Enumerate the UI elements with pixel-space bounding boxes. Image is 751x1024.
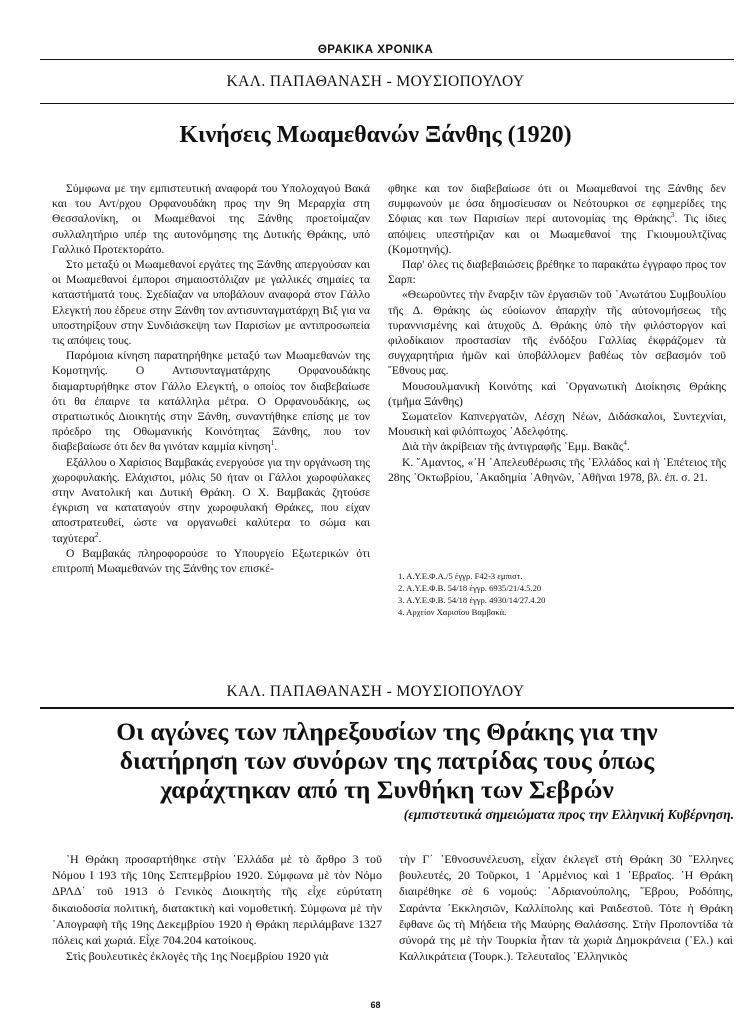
article2-subtitle: (εμπιστευτικά σημειώματα προς την Ελληνική Κυβέρνηση. (403, 807, 734, 822)
paragraph: φθηκε και τον διαβεβαίωσε ότι οι Μωαμεθανοί της Ξάνθης δεν συμφωνούν με όσα δημοσίευσαν οι Νεότουρκοι σε εφημερίδες της Σόφιας και των Παρισίων περί αυτονομίας της Θράκης$^3$. Τις ίδιες απόψεις υπεστήριζαν και οι Μωαμεθανοί της Γκιουμουλτζίνας (Κομοτηνής). (388, 182, 726, 256)
paragraph: Ο Βαμβακάς πληροφορούσε το Υπουργείο Εξωτερικών ότι επιτροπή Μωαμεθανών της Ξάνθης τον επισκέ- (52, 546, 370, 576)
article2-title (40, 717, 734, 804)
footnote: 1. Α.Υ.Ε.Φ.Α./5 έγγρ. F42-3 εμπιστ. (398, 571, 523, 581)
article2-title-line: Οι αγώνες των πληρεξουσίων της Θράκης για την (116, 717, 658, 746)
article1-footnotes (398, 570, 718, 618)
article2-author-rule (40, 707, 734, 709)
article2-author: ΚΑΛ. ΠΑΠΑΘΑΝΑΣΗ - ΜΟΥΣΙΟΠΟΥΛΟΥ (226, 683, 525, 700)
article2-title-line: χαράχτηκαν από τη Συνθήκη των Σεβρών (160, 775, 614, 804)
article1-author: ΚΑΛ. ΠΑΠΑΘΑΝΑΣΗ - ΜΟΥΣΙΟΠΟΥΛΟΥ (226, 73, 525, 90)
quote-paragraph: Μουσουλμανικὴ Κοινότης καὶ ᾿Οργανωτικὴ Διοίκησις Θράκης (τμῆμα Ξάνθης) (388, 379, 726, 408)
footnote: 3. Α.Υ.Ε.Φ.Β. 54/18 έγγρ. 4930/14/27.4.20 (398, 595, 546, 605)
article1-title: Κινήσεις Μωαμεθανών Ξάνθης (1920) (179, 122, 572, 148)
footnote: 4. Αρχείον Χαρισίου Βαμβακά. (398, 607, 507, 617)
quote-paragraph: Σωματεῖον Καπνεργατῶν, Λέσχη Νέων, Διδάσκαλοι, Συντεχνίαι, Μουσικὴ καὶ φιλόπτωχος ᾿Αδελφότης. (388, 410, 726, 439)
paragraph: Εξάλλου ο Χαρίσιος Βαμβακάς ενεργούσε για την οργάνωση της χωροφυλακής. Ελάχιστοι, μόλις 50 ήταν οι Γάλλοι χωροφύλακες στην Ανατολική και Δυτική Θράκη. Ο Χ. Βαμβακάς ζητούσε έγκριση να καταταγούν στην χωροφυλακή Θράκες, που είχαν αποστρατευθεί, ώστε να οργανωθεί καλύτερα το σώμα και ταχύτερα$^2$. (52, 455, 370, 545)
paragraph: ᾿Η Θράκη προσαρτήθηκε στὴν ᾿Ελλάδα μὲ τὸ ἄρθρο 3 τοῦ Νόμου Ι 193 τῆς 10ης Σεπτεμβρίου 1920. Σύμφωνα μὲ τὸν Νόμο ΔΡΛΔ΄ τοῦ 1913 ὁ Γενικὸς Διοικητὴς τῆς εἶχε εὐρύτατη δικαιοδοσία πολιτική, διατακτικὴ καὶ νομοθετική. Σύμφωνα μὲ τὴν ᾿Απογραφὴ τῆς 19ης Δεκεμβρίου 1920 ἡ Θράκη περιλάμβανε 1327 πόλεις καὶ χωριά. Εἶχε 704.204 κατοίκους. (52, 852, 382, 948)
page-number: 68 (370, 1000, 381, 1010)
footnote-ref: 1 (270, 439, 275, 448)
paragraph: Στὶς βουλευτικὲς ἐκλογὲς τῆς 1ης Νοεμβρίου 1920 γιὰ (66, 949, 329, 964)
quote-paragraph: «Θεωροῦντες τὴν ἔναρξιν τῶν ἐργασιῶν τοῦ ᾿Ανωτάτου Συμβουλίου τῆς Δ. Θράκης ὡς εὐοίωνον ἀπαρχὴν τῆς αὐτονομήσεως τῆς τυραννισμένης καὶ ἀτυχοῦς Δ. Θράκης ὑπὸ τὴν φιλόστοργον καὶ φιλοδίκαιον προστασίαν τῆς ἐνδόξου Γαλλίας ἐκφράζομεν τὰ συγχαρητήρια ἡμῶν καὶ ὑποβάλλομεν βαθέως τὸν σεβασμόν τοῦ ῎Εθνους μας. (388, 288, 726, 378)
running-head: ΘΡΑΚΙΚΑ ΧΡΟΝΙΚΑ (317, 44, 434, 56)
paragraph: τὴν Γ΄ ᾿Εθνοσυνέλευση, εἶχαν ἐκλεγεῖ στὴ Θράκη 30 ῞Ελληνες βουλευτές, 20 Τοῦρκοι, 1 ᾿Αρμένιος καὶ 1 ᾿Εβραῖος. ᾿Η Θράκη διαιρέθηκε σὲ 6 νομούς: ᾿Αδριανούπολης, ῞Εβρου, Ροδόπης, Σαράντα ᾿Εκκλησιῶν, Καλλίπολης καὶ Ραιδεστοῦ. Τότε ἡ Θράκη ἔφθανε ὥς τὴ Μήδεια τῆς Μαύρης Θαλάσσης. Στὴν Προποντίδα τὰ σύνορά της μὲ τὴν Τουρκία ἦταν τὰ χωριὰ Δημοκράνεια (᾿Ελ.) καὶ Καλλικράτεια (Τουρκ.). Τελευταῖος ᾿Ελληνικὸς (399, 852, 733, 964)
article1-author-rule (40, 103, 734, 104)
footnote-ref: 3 (670, 211, 675, 220)
footnote-ref: 2 (95, 530, 99, 539)
article1-right-column (388, 181, 726, 485)
footnote-ref: 4 (623, 439, 627, 448)
quote-paragraph: Διὰ τὴν ἀκρίβειαν τῆς ἀντιγραφῆς ᾿Εμμ. Βακᾶς$^4$. (402, 439, 630, 454)
paragraph: Στο μεταξύ οι Μωαμεθανοί εργάτες της Ξάνθης απεργούσαν και οι Μωαμεθανοί έμποροι σημαιοστόλιζαν με γαλλικές σημαίες τα καταστήματά τους. Σχεδίαζαν να υποβάλουν αναφορά στον Γάλλο Ελεγκτή που έδρευε στην Ξάνθη τον αντισυνταγματάρχη Βιξ για να υποστηρίξουν στην Συνδιάσκεψη των Παρισίων με αντιπροσωπεία τις απόψεις τους. (52, 258, 370, 348)
article2-left-column (52, 851, 382, 964)
citation-paragraph: Κ. ῎Αμαντος, «᾿Η ᾿Απελευθέρωσις τῆς ᾿Ελλάδος καὶ ἡ ᾿Επέτειος τῆς 28ης ᾿Οκτωβρίου, ᾿Ακαδημία ᾿Αθηνῶν, ᾿Αθῆναι 1978, βλ. ἐπ. σ. 21. (388, 455, 726, 484)
article1-left-column (52, 181, 370, 576)
footnote: 2. Α.Υ.Ε.Φ.Β. 54/18 έγγρ. 6935/21/4.5.20 (398, 583, 542, 593)
article2-right-column (399, 851, 733, 964)
article2-title-line: διατήρηση των συνόρων της πατρίδας τους όπως (119, 746, 655, 775)
paragraph: Παρ' όλες τις διαβεβαιώσεις βρέθηκε το παρακάτω έγγραφο προς τον Σαρπ: (388, 258, 726, 287)
paragraph: Παρόμοια κίνηση παρατηρήθηκε μεταξύ των Μωαμεθανών της Κομοτηνής. Ο Αντισυνταγματάρχης Ορφανουδάκης διαμαρτυρήθηκε στον Γάλλο Ελεγκτή, ο οποίος τον διαβεβαίωσε ότι θα έπαιρνε τα κατάλληλα μέτρα. Ο Ορφανουδάκης, ως στρατιωτικός Διοικητής στην Ξάνθη, συναντήθηκε επίσης με τον πρόεδρο της Οθωμανικής Κοινότητας Ξάνθης, που τον διαβεβαίωσε ότι δεν θα γινόταν καμμία κίνηση$^1$. (52, 349, 370, 454)
paragraph: Σύμφωνα με την εμπιστευτική αναφορά του Υπολοχαγού Βακά και του Αντ/ρχου Ορφανουδάκη προς την 9η Μεραρχία στη Θεσσαλονίκη, οι Μωαμεθανοί της Ξάνθης προετοίμαζαν συλλαλητήριο υπέρ της αυτονόμησης της Δυτικής Θράκης, υπό Γαλλικό Προτεκτοράτο. (52, 182, 370, 256)
header-rule (40, 59, 734, 60)
